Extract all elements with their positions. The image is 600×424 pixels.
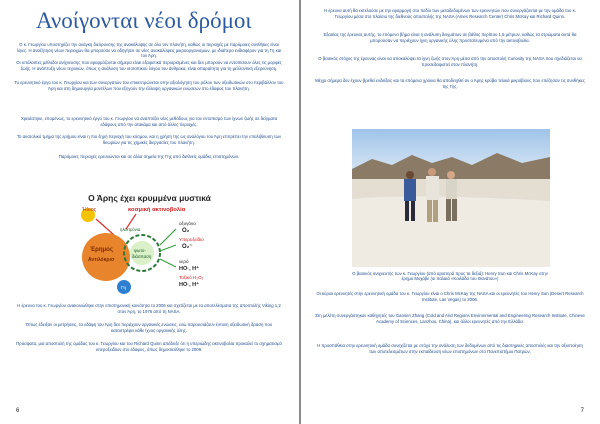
- radiation-arrow-1: [96, 219, 114, 235]
- oxidation-diagram: [76, 205, 226, 297]
- intro-paragraph-2: Οι υπόλοιπες μέθοδοι ανίχνευσης που εφαρμόζονται σήμερα είναι εξαιρετικά περιορισμένες και δεν μπορούν να εντοπίσουν όλες τις μορφές ζωής. Η ανάπτυξη νέων τεχνικών, όπως η ανάλυση του ισοτοπικού λόγου του άνθρακα, είναι απαραίτητη για τη μελλοντική εξερεύνηση.: [16, 60, 282, 71]
- intro-paragraph-4: Χρειάστηκε, επομένως, το ερευνητικό έργο του κ. Γεωργίου να αναπτύξει νέες μεθόδους για τον εντοπισμό των ίχνων ζωής σε δείγματα εδάφους από την ατακάμα και από άλλες περιοχές.: [20, 116, 278, 127]
- left-page: [0, 0, 299, 424]
- intro-paragraph-5: Το ανατολικό τμήμα της ερήμου είναι η πιο ξηρή περιοχή του κόσμου, και η χρήση της ως αναλόγου του Άρη επιτρέπει την επαλήθευση των θεωριών για τις χημικές διεργασίες του πλανήτη.: [16, 134, 282, 145]
- center-label-2: διάσπαση: [132, 254, 152, 259]
- oxygen-formula: O₂: [182, 228, 190, 234]
- article-title: Ανοίγονται νέοι δρόμοι: [36, 8, 252, 33]
- arrow-to-oxygen: [160, 229, 176, 245]
- bottom-paragraph-3: Πρόσφατα, μια αποστολή της ομάδας του κ. Γεωργίου και του Richard Quinn απέδειξε ότι η υπεριώδης ακτινοβολία προκαλεί το σχηματισμό υπεροξειδίων στο έδαφος, όπως δημοσιεύθηκε το 2009.: [16, 341, 282, 352]
- arrow-to-peroxide: [160, 245, 176, 251]
- peroxide-formula: O₂⁻: [182, 244, 193, 250]
- center-label-1: φωτο-: [134, 248, 146, 253]
- arrow-to-water: [160, 259, 176, 267]
- right-bottom-paragraph-3: Η προσπάθεια στην ερευνητική ομάδα συνεχίζεται με στόχο την ανάλυση των δεδομένων από τις διαστημικές αποστολές και την αξιοποίηση των αποτελεσμάτων στην εκπαίδευση νέων επιστημόνων στο Πανεπιστήμιο Πατρών.: [317, 343, 583, 354]
- toxic-formula: HO·, H⁺: [179, 282, 200, 288]
- hydroxyl-formula: HO·, H⁺: [179, 266, 200, 272]
- planet-sublabel: Αντιλόκρισ: [88, 257, 115, 263]
- right-top-paragraph-2: Εξαιτίας της έρευνας αυτής, το επόμενο βήμα είναι η ανάλυση δειγμάτων σε βάθος περίπου 1,5 μέτρων, καθώς τα στρώματα αυτά θα μπορούσαν να περιέχουν ίχνη οργανικής ύλης προστατευμένα από την ακτινοβολία.: [323, 32, 577, 43]
- ring-center: [130, 241, 154, 265]
- right-bottom-paragraph-1: Οι κύριοι ερευνητές στην ερευνητική ομάδα του κ. Γεωργίου είναι ο Chris McKay της NASA και οι ερευνητές του Henry Sun (Desert Research Institute, Las Vegas) το 2006.: [316, 291, 584, 302]
- planet-label: Έρημος: [90, 247, 113, 253]
- bottom-paragraph-2: Όπως έδειξαν οι μετρήσεις, τα εδάφη του Άρη δεν περιέχουν οργανικές ενώσεις, ενώ παρουσιάζουν έντονη οξειδωτική δράση που καταστρέφει κάθε ίχνος οργανικής ύλης.: [25, 322, 273, 333]
- intro-paragraph-6: Παρόμοιες περιοχές ερευνώνται και σε άλλα σημεία της Γης από διεθνείς ομάδες επιστημόνων.: [58, 154, 240, 159]
- desert-photo: [352, 129, 550, 267]
- oxygen-label: οξυγόνο: [179, 221, 196, 226]
- section-subheading: Ο Άρης έχει κρυμμένα μυστικά: [88, 193, 211, 203]
- intro-paragraph-3: Το ερευνητικό έργο του κ. Γεωργίου και των συνεργατών του επικεντρώνεται στην αξιολόγηση του ρόλου των οξειδωτικών στο περιβάλλον του Άρη και στη δημιουργία μοντέλων που εξηγούν την έλλειψη οργανικών ενώσεων στο έδαφος του πλανήτη.: [14, 80, 284, 91]
- photo-caption: Ο βασικός ανιχνευτής των κ. Γεωργίου (από αριστερά προς τα δεξιά): Henry Sun και Chris McKay στην έρημο Μοχάβε (οι παλαιά «Κοιλάδα του Θανάτου»): [352, 271, 548, 282]
- page-number-right: 7: [580, 408, 584, 414]
- bottom-paragraph-1: Η έρευνα του κ. Γεωργίου ανακοινώθηκε στην επιστημονική κοινότητα το 2006 και σχετίζεται με τα αποτελέσματα της αποστολής Viking 1,2 στον Άρη, το 1976 από τη NASA.: [17, 303, 281, 314]
- electrons-label: ηλεκτρόνια: [120, 227, 141, 232]
- right-top-paragraph-4: Μέχρι σήμερα δεν έχουν βρεθεί ενδείξεις και τα επόμενα χρόνια θα αποδειχθεί αν ο Άρης κρύβει τελικά μικρόβιους που επέζησαν τις συνθήκες της Γης.: [315, 78, 585, 89]
- page-number-left: 6: [16, 408, 20, 414]
- sun-label: Ήλιος: [82, 207, 97, 213]
- earth-label: Γη: [121, 285, 126, 290]
- intro-paragraph-1: Ο κ. Γεωργίου υποστηρίζει την ανάγκη διεύρυνσης της ανακάλυψης σε όλο τον πλανήτη, καθώς οι περιοχές με παρόμοιες συνθήκες είναι λίγες. Η αναζήτηση νέων περιοχών θα μπορούσε να οδηγήσει σε νέες ανακαλύψεις μικροοργανισμών, με ιδιαίτερο ενδιαφέρον για τη Γη και τον Άρη.: [16, 42, 282, 59]
- water-label: νερό: [179, 259, 189, 264]
- right-top-paragraph-3: Ο βασικός στόχος της έρευνας είναι να αποκαλύψει τα ίχνη ζωής στον Άρη μέσα από την αποστολή Curiosity της NASA που σχεδιάζεται να προσεδαφιστεί στον πλανήτη.: [318, 56, 582, 67]
- right-top-paragraph-1: Η έρευνα αυτή θα εκτελούσε με την εφαρμογή στο πεδίο των μεταδεδομένων των ερευνητών που συνεργάζονται με την ομάδα του κ. Γεωργίου μέσα στο πλαίσιο της διεθνούς αποστολής της NASA (Ames Research Center) Chris McKay και Richard Quinn.: [324, 8, 576, 19]
- peroxide-label: Υπεροξείδιο: [179, 237, 204, 242]
- right-bottom-paragraph-2: Στη μελέτη συνεργάστηκαν καθηγητές του Gaosen Zhang (Cold and Arid Regions Environmental and Engineering Research Institute, Chinese Academy of Sciences, Lanzhou, China), και άλλοι ερευνητές από την Ελλάδα.: [315, 313, 585, 324]
- radiation-label: κοσμική ακτινοβολία: [128, 207, 186, 213]
- toxic-label: Τοξικό H₂O₂: [179, 275, 204, 280]
